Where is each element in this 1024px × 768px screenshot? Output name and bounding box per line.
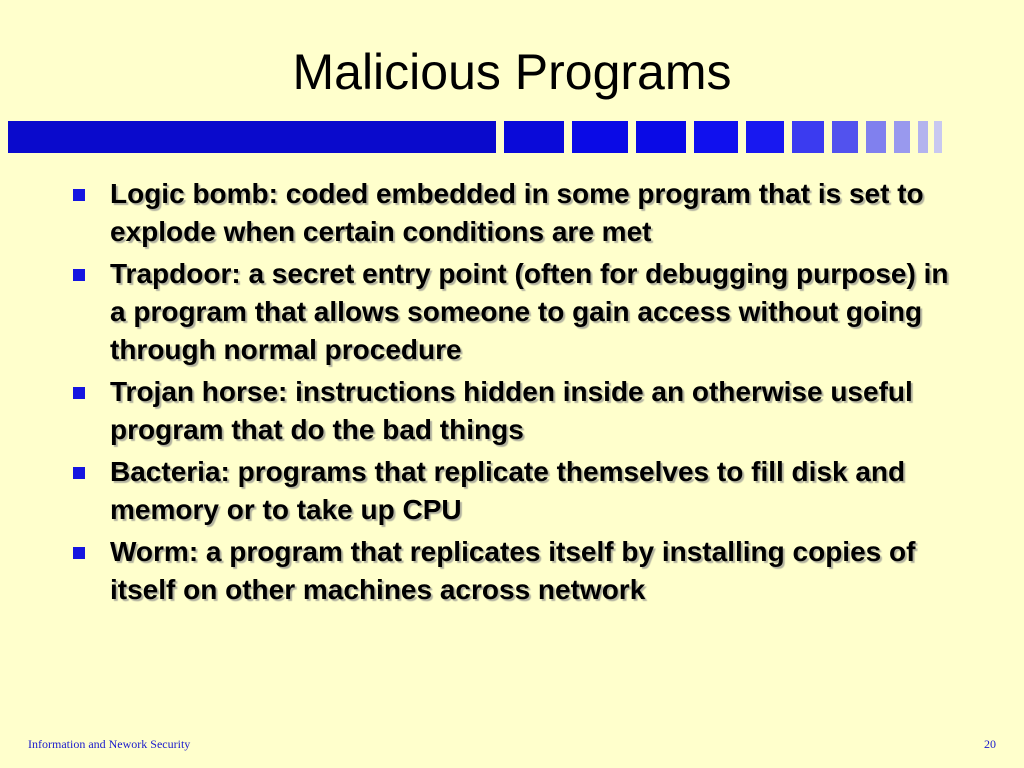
list-item [70, 453, 950, 529]
title-bar-segment [866, 121, 886, 153]
title-bar-segment [694, 121, 738, 153]
square-bullet-icon [73, 269, 85, 281]
bullet-text: Bacteria: programs that replicate themselves to fill disk and memory or to take up CPU [110, 456, 906, 525]
list-item [70, 373, 950, 449]
square-bullet-icon [73, 387, 85, 399]
title-bar-segment [832, 121, 858, 153]
title-bar-segment [934, 121, 942, 153]
bullet-text: Trapdoor: a secret entry point (often for debugging purpose) in a program that allows someone to gain access without going through normal procedure [110, 258, 949, 365]
list-item [70, 175, 950, 251]
list-item [70, 533, 950, 609]
title-bar-segment [894, 121, 910, 153]
title-bar-segment [504, 121, 564, 153]
bullet-list [70, 175, 950, 613]
bullet-text: Logic bomb: coded embedded in some program that is set to explode when certain conditions are met [110, 178, 924, 247]
slide-title: Malicious Programs [292, 44, 732, 100]
title-bar-segment [746, 121, 784, 153]
square-bullet-icon [73, 467, 85, 479]
square-bullet-icon [73, 547, 85, 559]
bullet-text: Trojan horse: instructions hidden inside an otherwise useful program that do the bad things [110, 376, 913, 445]
footer-course-name: Information and Nework Security [28, 737, 191, 751]
title-bar-segment [792, 121, 824, 153]
list-item [70, 255, 950, 369]
square-bullet-icon [73, 189, 85, 201]
title-bar-segment [636, 121, 686, 153]
footer-page-number: 20 [984, 737, 996, 751]
title-bar-segment [8, 121, 496, 153]
title-bar-segment [572, 121, 628, 153]
title-bar-segment [918, 121, 928, 153]
bullet-text: Worm: a program that replicates itself by installing copies of itself on other machines across network [110, 536, 916, 605]
